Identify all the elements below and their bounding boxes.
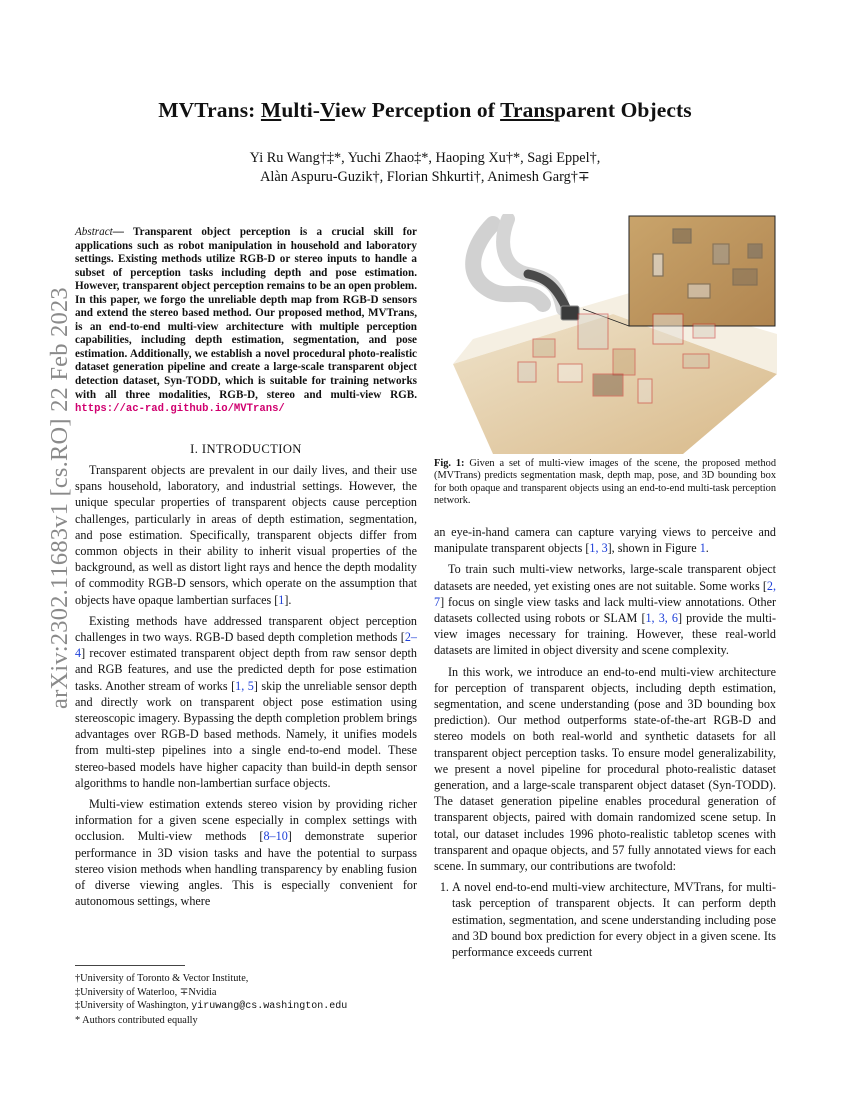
author-list <box>0 149 850 187</box>
citation-link[interactable]: 1, 3 <box>589 541 608 556</box>
project-url-link[interactable]: https://ac-rad.github.io/MVTrans/ <box>75 403 285 416</box>
intro-paragraph-2: Existing methods have addressed transparent object perception challenges in two ways. RGB-D based depth completion methods [2–4] recover estimated transparent object depth from raw sensor depth and RGB features, and use the predicted depth for pose estimation tasks. Another stream of works [1, 5] skip the unreliable sensor depth and directly work on transparent object pose estimation using stereoscopic imagery. Bypassing the depth completion problem brings advantages over RGB-D based methods. Namely, it unifies models from multi-step pipelines into a single end-to-end model. These stereo-based models have higher capacity than build-in depth sensor algorithms to handle non-lambertian surface objects. <box>75 613 417 790</box>
footnote-rule <box>75 965 185 966</box>
robot-arm <box>473 219 579 320</box>
left-column-body <box>75 462 417 914</box>
citation-link[interactable]: 2–4 <box>75 630 417 661</box>
caption-label: Fig. 1: <box>434 458 465 469</box>
author-email: yiruwang@cs.washington.edu <box>191 1001 348 1012</box>
footnote-affiliation-2: ‡University of Waterloo, ∓Nvidia <box>75 986 217 998</box>
citation-link[interactable]: 1 <box>278 592 285 607</box>
citation-link[interactable]: 2, 7 <box>434 578 776 609</box>
citation-link[interactable]: 1, 5 <box>235 678 254 693</box>
contribution-item-1: 1. A novel end-to-end multi-view architecture, MVTrans, for multi-task perception of transparent objects. It can perform depth estimation, segmentation, and scene understanding including pose and 3D bound box prediction for every object in a given scene. Its performance exceeds current <box>452 879 776 960</box>
contributions-list <box>434 879 776 960</box>
figure-1-robot-scene <box>433 214 777 454</box>
footnote-equal-contribution: * Authors contributed equally <box>75 1014 198 1026</box>
authors-line-1: Yi Ru Wang†‡*, Yuchi Zhao‡*, Haoping Xu†*, Sagi Eppel†, <box>249 150 601 166</box>
intro-paragraph-1: Transparent objects are prevalent in our daily lives, and their use spans household, laboratory, and industrial settings. However, the unique specular properties of transparent objects cause perception challenges, particularly in areas of depth estimation, segmentation, and pose estimation. Specifically, transparent objects differ from common objects in their ability to inherit visual properties of the background, as well as distort light rays and hence the depth modality of commodity RGB-D sensors, which operate on the assumption that objects have opaque lambertian surfaces [1]. <box>75 463 417 607</box>
abstract-label: Abstract <box>75 226 113 238</box>
footnote-affiliation-3: ‡University of Washington, yiruwang@cs.washington.edu <box>75 1000 348 1012</box>
citation-link[interactable]: 1, 3, 6 <box>645 611 678 626</box>
section-heading-introduction: I. INTRODUCTION <box>190 442 302 456</box>
intro-paragraph-3: Multi-view estimation extends stereo vision by providing richer information for a given scene especially in complex settings with occlusion. Multi-view methods [8–10] demonstrate superior performance in 3D vision tasks and have the potential to surpass stereo vision methods when handling transparency by enabling fusion of diverse viewing angles. This is especially convenient for autonomous settings, where <box>75 797 417 909</box>
figure-reference-link[interactable]: 1 <box>699 541 706 556</box>
footnotes <box>75 965 417 1027</box>
citation-link[interactable]: 8–10 <box>263 829 288 844</box>
right-paragraph-1: To train such multi-view networks, large-scale transparent object datasets are needed, yet existing ones are not suitable. Some works [2, 7] focus on single view tasks and lack multi-view annotations. Other datasets collected using robots or SLAM [1, 3, 6] provide the multi-view images necessary for training. However, these real-world datasets are limited in object diversity and scene complexity. <box>434 562 776 658</box>
figure-1-caption: Fig. 1: Given a set of multi-view images of the scene, the proposed method (MVTrans) predicts segmentation mask, depth map, pose, and 3D bounding box for both opaque and transparent objects using an end-to-end multi-task perception network. <box>434 458 777 506</box>
arxiv-sidebar-stamp: arXiv:2302.11683v1 [cs.RO] 22 Feb 2023 <box>46 287 73 709</box>
paper-title: MVTrans: Multi-View Perception of Transparent Objects <box>158 98 692 122</box>
abstract-text: — Transparent object perception is a crucial skill for applications such as robot manipulation in household and laboratory settings. Existing methods utilize RGB-D or stereo inputs to handle a subset of perception tasks including depth and pose estimation. However, transparent object perception remains to be an open problem. In this paper, we forgo the unreliable depth map from RGB-D sensors and extend the stereo based method. Our proposed method, MVTrans, is an end-to-end multi-view architecture with multiple perception capabilities, including depth estimation, segmentation, and pose estimation. Additionally, we establish a novel procedural photo-realistic dataset generation pipeline and create a large-scale transparent object detection dataset, Syn-TODD, which is suitable for training networks with all three modalities, RGB-D, stereo and multi-view RGB. <box>75 226 417 401</box>
right-column-body <box>434 524 776 960</box>
right-paragraph-2: In this work, we introduce an end-to-end multi-view architecture for perception of transparent objects, including depth estimation, segmentation, and scene understanding (pose and 3D bounding box prediction). Our method outperforms state-of-the-art RGB-D and stereo models on both real-world and synthetic datasets for all transparent object perception tasks. To ensure model generalizability, we present a novel pipeline for procedural photo-realistic dataset generation, and a large-scale transparent object dataset (Syn-TODD). The dataset generation pipeline enables procedural generation of transparent objects, paired with domain randomized scene setup. In total, our dataset includes 1996 photo-realistic tabletop scenes with transparent and opaque objects, and 57 fully annotated views for each scene. In summary, our contributions are twofold: <box>434 664 776 874</box>
right-paragraph-0: an eye-in-hand camera can capture varying views to perceive and manipulate transparent objects [1, 3], shown in Figure 1. <box>434 525 776 556</box>
abstract <box>75 226 417 417</box>
footnote-affiliation-1: †University of Toronto & Vector Institute, <box>75 973 249 984</box>
authors-line-2: Alàn Aspuru-Guzik†, Florian Shkurti†, Animesh Garg†∓ <box>260 169 590 185</box>
